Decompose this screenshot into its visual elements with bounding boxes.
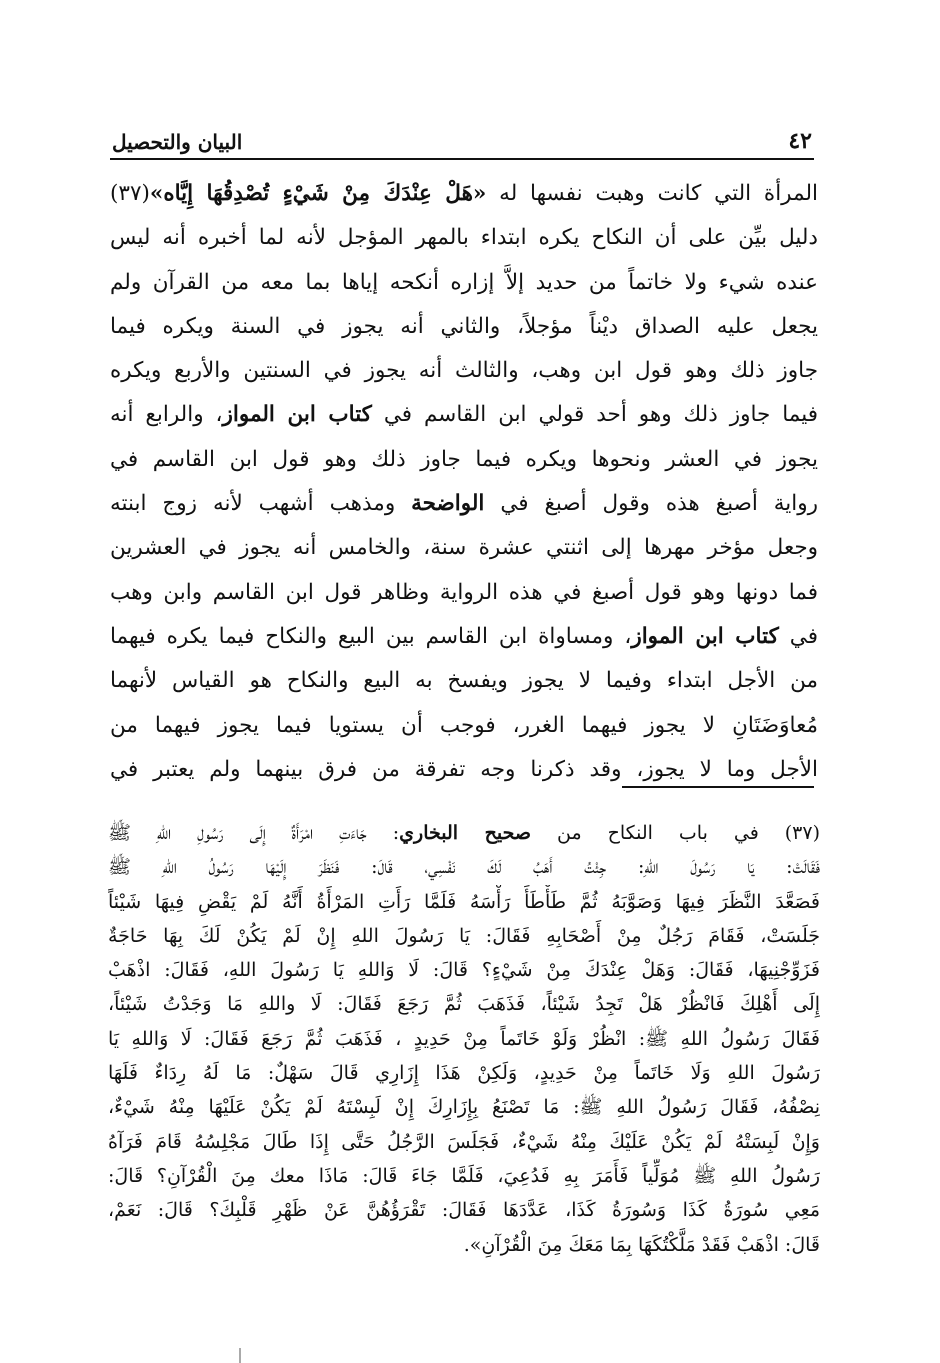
text-line — [110, 261, 818, 305]
text-run: رَسُولُ اللهِ ﷺ مُوَلِّياً فَأَمَرَ بِهِ فَدُعِيَ، فَلَمَّا جَاءَ قَالَ: مَاذَا معك مِنَ الْقُرْآنِ؟ قَالَ: — [108, 1164, 820, 1187]
footnote-line — [108, 1022, 820, 1056]
text-line — [110, 571, 818, 615]
text-run: عنده شيء ولا خاتماً من حديد إلاَّ إزاره أنكحه إياها بما معه من القرآن ولم — [110, 269, 818, 295]
text-run: قَالَ: اذْهَبْ فَقَدْ مَلَّكْتُكَهَا بِمَا مَعَكَ مِنَ الْقُرْآنِ». — [463, 1233, 820, 1256]
text-run: وَإِنْ لَبِسَتْهُ لَمْ يَكُنْ عَلَيْكَ مِنْهُ شَيْءٌ، فَجَلَسَ الرَّجُلُ حَتَّى إِذَا طَالَ مَجْلِسُهُ قَامَ فَرَآهُ — [108, 1130, 820, 1153]
text-run: مُعاوَضَتَانِ لا يجوز فيهما الغرر، فوجب أن يستويا فيما يجوز فيهما من — [110, 712, 818, 738]
text-run: يجوز في العشر ونحوها ويكره فيما جاوز ذلك وهو قول ابن القاسم في — [110, 446, 818, 472]
text-line — [110, 216, 818, 260]
text-run: : جَاءَتِ امْرَأَةٌ إِلَى رَسُولِ اللهِ ﷺ — [108, 822, 400, 844]
running-title: البيان والتحصيل — [112, 130, 243, 154]
text-run: مَعِي سُورَةُ كَذَا وَسُورَةُ كَذَا، عَدَّدَهَا فَقَالَ: تَقْرَؤُهُنَّ عَنْ ظَهْرِ قَلْبِكَ؟ قَالَ: نَعَمْ، — [108, 1199, 820, 1222]
text-run: فما دونها وهو قول أصبغ في هذه الرواية وظاهر قول ابن القاسم وابن وهب — [110, 579, 818, 605]
text-run: فَزَوِّجْنِيهَا، فَقَالَ: وَهَلْ عِنْدَكَ مِنْ شَيْءٍ؟ قَالَ: لَا وَاللهِ يَا رَسُولَ اللهِ، فَقَالَ: اذْهَبْ — [108, 959, 820, 982]
text-run: نِصْفُهُ، فَقَالَ رَسُولُ اللهِ ﷺ: مَا تَصْنَعُ بِإِزَارِكَ إِنْ لَبِسْتَهُ لَمْ يَكُنْ عَلَيْهَا مِنْهُ شَيْءٌ، — [108, 1096, 820, 1119]
bold-phrase: الواضحة — [411, 491, 485, 517]
footnote-line — [108, 816, 820, 850]
text-run: إِلَى أَهْلِكَ فَانْظُرْ هَلْ تَجِدُ شَيْئاً، فَذَهَبَ ثُمَّ رَجَعَ فَقَالَ: لَا واللهِ مَا وَجَدْتُ شَيْئاً، — [108, 993, 820, 1016]
text-run: (٣٧) في باب النكاح من — [531, 822, 820, 844]
footnote-separator — [622, 786, 814, 788]
text-run: (٣٧) — [110, 181, 150, 206]
footnote-line — [108, 987, 820, 1021]
footnote-line — [108, 1056, 820, 1090]
text-line — [110, 172, 818, 216]
text-run: رواية أصبغ هذه وقول أصبغ في — [484, 491, 818, 517]
text-line — [110, 349, 818, 393]
bold-phrase: كتاب ابن المواز — [631, 623, 779, 649]
text-run: وجعل مؤخر مهرها إلى اثنتي عشرة سنة، والخامس أنه يجوز في العشرين — [110, 535, 818, 561]
text-line — [110, 704, 818, 748]
text-run: من الأجل ابتداء وفيما لا يجوز ويفسخ به البيع والنكاح هو القياس لأنهما — [110, 668, 818, 694]
text-run: فَصَعَّدَ النَّظَرَ فِيهَا وَصَوَّبَهُ ثُمَّ طَأْطَأَ رَأْسَهُ فَلَمَّا رَأَتِ المَرْأَةُ أَنَّهُ لَمْ يَقْضِ فِيهَا شَيْئاً — [108, 890, 820, 913]
text-run: ومذهب أشهب لأنه زوج ابنته — [110, 491, 412, 517]
bold-phrase: «هَلْ عِنْدَكَ مِنْ شَيْءٍ تُصْدِقُهَا إِيَّاه» — [149, 181, 487, 206]
text-line — [110, 482, 818, 526]
main-text — [110, 172, 818, 792]
text-run: جاوز ذلك وهو قول ابن وهب، والثالث أنه يجوز في السنتين والأربع ويكره — [110, 358, 818, 384]
text-run: فَقَالَتْ: يَا رَسُولَ اللهِ: جِئْتُ أَهَبُ لَكَ نَفْسِي، قَالَ: فَنَظَرَ إِلَيْهَا رَسُولُ اللهِ ﷺ — [108, 856, 820, 879]
text-run: فَقَالَ رَسُولُ اللهِ ﷺ: انْظُرْ وَلَوْ خَاتَماً مِنْ حَدِيدٍ ، فَذَهَبَ ثُمَّ رَجَعَ فَقَالَ: لَا وَاللهِ يَا — [108, 1027, 820, 1050]
bold-phrase: صحيح البخاري — [399, 822, 532, 844]
footnote — [108, 816, 820, 1262]
text-run: يجعل عليه الصداق ديْناً مؤجلاً، والثاني أنه يجوز في السنة ويكره فيما — [110, 313, 818, 339]
footnote-line — [108, 885, 820, 919]
text-run: ، والرابع أنه — [110, 402, 223, 428]
text-run: في — [778, 623, 818, 649]
text-run: دليل بيِّن على أن النكاح يكره ابتداء بالمهر المؤجل لأنه لما أخبره أنه ليس — [110, 225, 818, 251]
text-run: جَلَسَتْ، فَقَامَ رَجُلٌ مِنْ أَصْحَابِهِ فَقَالَ: يَا رَسُولَ اللهِ إِنْ لَمْ يَكُنْ لَكَ بِهَا حَاجَةٌ — [108, 924, 820, 947]
text-line — [110, 438, 818, 482]
text-line — [110, 393, 818, 437]
footnote-line — [108, 850, 820, 884]
text-line — [110, 526, 818, 570]
text-line — [110, 659, 818, 703]
footnote-line — [108, 1090, 820, 1124]
text-run: رَسُولَ اللهِ وَلَا خَاتَماً مِنْ حَدِيدٍ، وَلَكِنْ هَذَا إِزَارِي قَالَ سَهْلٌ: مَا لَهُ رِدَاءٌ فَلَهَا — [108, 1062, 820, 1085]
text-run: فيما جاوز ذلك وهو أحد قولي ابن القاسم في — [371, 402, 818, 428]
text-line — [110, 305, 818, 349]
text-run: الأجل وما لا يجوز، وقد ذكرنا وجه تفرقة من فرق بينهما ولم يعتبر في — [110, 756, 818, 782]
footnote-line — [108, 1159, 820, 1193]
page-header — [112, 116, 812, 154]
footnote-line — [108, 919, 820, 953]
footnote-line — [108, 1228, 820, 1262]
text-line — [110, 615, 818, 659]
footnote-line — [108, 1193, 820, 1227]
text-run: المرأة التي كانت وهبت نفسها له — [486, 181, 818, 206]
text-run: ، ومساواة ابن القاسم بين البيع والنكاح فيما يكره فيهما — [110, 623, 632, 649]
header-rule — [110, 158, 814, 160]
page-number: ٤٢ — [788, 128, 812, 154]
bold-phrase: كتاب ابن المواز — [222, 402, 372, 428]
footnote-line — [108, 1125, 820, 1159]
footnote-line — [108, 953, 820, 987]
